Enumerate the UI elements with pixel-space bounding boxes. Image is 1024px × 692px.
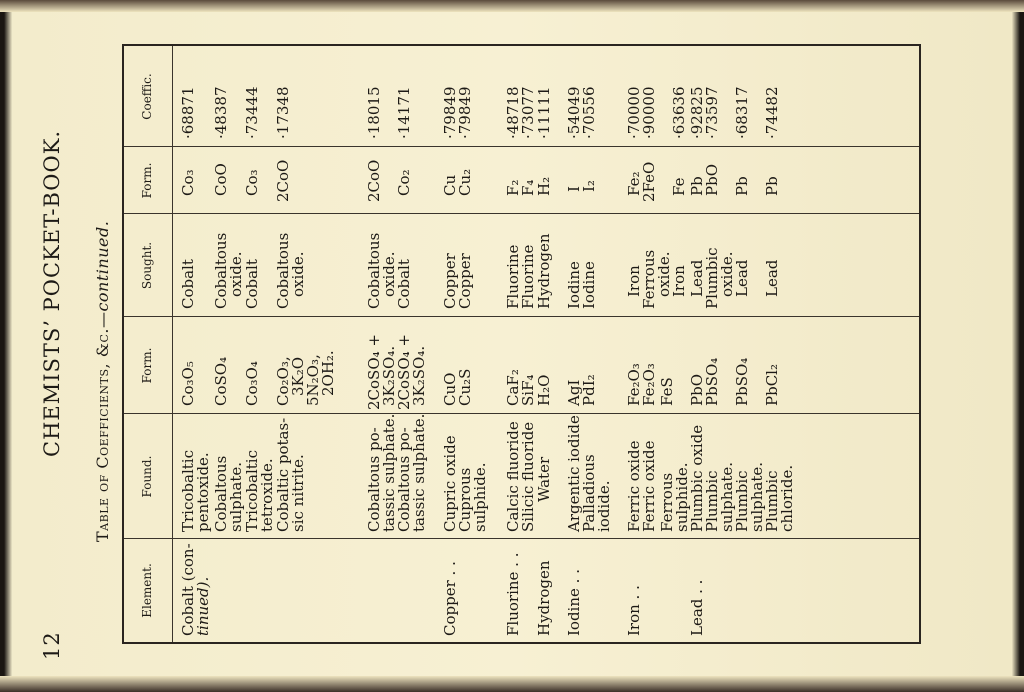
sought-form-cell: CoO bbox=[212, 163, 230, 196]
sought-form-cell: 2CoO bbox=[274, 159, 292, 202]
found-form-cell: CuO bbox=[441, 372, 459, 406]
col-header-found: Found. bbox=[140, 455, 154, 498]
element-label: Iodine . . bbox=[565, 569, 583, 636]
sought-form-cell: Co₃ bbox=[243, 169, 261, 196]
sought-form-cell: Pb bbox=[733, 176, 751, 196]
sought-cell: Copper bbox=[456, 253, 474, 309]
sought-cell: Iron bbox=[670, 265, 688, 297]
sought-cell: Lead bbox=[733, 259, 751, 297]
found-form-cell: PbCl₂ bbox=[763, 364, 781, 406]
coefficient-cell: ·92825 bbox=[688, 86, 706, 139]
found-cell: Cobaltous bbox=[212, 455, 230, 532]
coefficient-cell: ·74482 bbox=[763, 86, 781, 139]
found-cell: Ferric oxide bbox=[640, 440, 658, 532]
sought-form-cell: 2CoO bbox=[365, 159, 383, 202]
coefficient-cell: ·17348 bbox=[274, 86, 292, 139]
found-cell: Palladious bbox=[580, 454, 598, 532]
found-cell: Silicic fluoride bbox=[519, 421, 537, 532]
coefficient-cell: ·68317 bbox=[733, 86, 751, 139]
found-cell: iodide. bbox=[595, 480, 613, 532]
page-number: 12 bbox=[40, 631, 64, 660]
found-cell: chloride. bbox=[778, 464, 796, 532]
found-form-cell: 2OH₂. bbox=[319, 350, 337, 396]
found-cell: sulphate. bbox=[227, 461, 245, 532]
sought-form-cell: 2FeO bbox=[640, 161, 658, 202]
found-cell: sulphate. bbox=[748, 461, 766, 532]
sought-cell: oxide. bbox=[289, 251, 307, 297]
sought-form-cell: I₂ bbox=[580, 180, 598, 192]
found-cell: tassic sulphate. bbox=[380, 413, 398, 532]
sought-form-cell: PbO bbox=[703, 164, 721, 196]
found-form-cell: Fe₂O₃ bbox=[625, 363, 643, 406]
col-header-sought-form: Form. bbox=[140, 162, 154, 199]
found-cell: Tricobaltic bbox=[179, 450, 197, 532]
coefficient-cell: ·79849 bbox=[441, 86, 459, 139]
found-form-cell: AgI bbox=[565, 379, 583, 406]
table-caption bbox=[93, 62, 112, 542]
found-cell: Cupric oxide bbox=[441, 435, 459, 532]
sought-cell: Lead bbox=[688, 259, 706, 297]
coefficient-cell: ·90000 bbox=[640, 86, 658, 139]
found-cell: Water bbox=[535, 456, 553, 502]
found-form-cell: 5N₂O₃, bbox=[304, 354, 322, 406]
column-divider bbox=[124, 316, 919, 317]
found-cell: Calcic fluoride bbox=[504, 421, 522, 532]
found-form-cell: Co₂O₃, bbox=[274, 356, 292, 406]
sought-cell: Fluorine bbox=[504, 244, 522, 309]
found-form-cell: SiF₄ bbox=[519, 374, 537, 406]
sought-cell: oxide. bbox=[655, 251, 673, 297]
found-cell: Tricobaltic bbox=[243, 450, 261, 532]
found-cell: Plumbic bbox=[763, 470, 781, 532]
coefficient-cell: ·63636 bbox=[670, 86, 688, 139]
element-label: Lead . . bbox=[688, 579, 706, 636]
header-rule bbox=[172, 46, 173, 642]
element-label: Iron . . bbox=[625, 585, 643, 636]
sought-cell: Fluorine bbox=[519, 244, 537, 309]
sought-form-cell: I bbox=[565, 186, 583, 192]
found-cell: sulphide. bbox=[673, 462, 691, 532]
coefficient-cell: ·11111 bbox=[535, 86, 553, 139]
column-divider bbox=[124, 413, 919, 414]
coefficient-cell: ·73077 bbox=[519, 86, 537, 139]
sought-cell: Iodine bbox=[565, 261, 583, 309]
found-form-cell: H₂O bbox=[535, 374, 553, 406]
found-form-cell: CaF₂ bbox=[504, 369, 522, 406]
coefficient-cell: ·73444 bbox=[243, 86, 261, 139]
found-cell: Cobaltic potas- bbox=[274, 417, 292, 532]
sought-cell: Cobalt bbox=[179, 259, 197, 309]
column-divider bbox=[124, 213, 919, 214]
col-header-sought: Sought. bbox=[140, 241, 154, 290]
sought-cell: Lead bbox=[763, 259, 781, 297]
element-label: Hydrogen bbox=[535, 560, 553, 636]
found-form-cell: 2CoSO₄ + bbox=[395, 334, 413, 410]
found-cell: Cobaltous po- bbox=[395, 427, 413, 532]
sought-cell: Iodine bbox=[580, 261, 598, 309]
found-cell: Ferric oxide bbox=[625, 440, 643, 532]
coefficient-cell: ·48718 bbox=[504, 86, 522, 139]
caption-continued: continued. bbox=[93, 220, 112, 312]
coefficient-cell: ·54049 bbox=[565, 86, 583, 139]
element-label: Copper . . bbox=[441, 561, 459, 636]
found-form-cell: 3K₂SO₄. bbox=[410, 345, 428, 406]
found-cell: sulphate. bbox=[718, 461, 736, 532]
found-form-cell: PbSO₄ bbox=[733, 357, 751, 406]
element-label: tinued). bbox=[194, 576, 212, 636]
sought-form-cell: Pb bbox=[763, 176, 781, 196]
found-form-cell: PbO bbox=[688, 374, 706, 406]
found-form-cell: CoSO₄ bbox=[212, 356, 230, 406]
found-form-cell: PdI₂ bbox=[580, 374, 598, 406]
sought-form-cell: F₂ bbox=[504, 179, 522, 196]
sought-form-cell: Co₂ bbox=[395, 169, 413, 196]
sought-form-cell: Pb bbox=[688, 176, 706, 196]
coefficients-table bbox=[122, 44, 921, 644]
caption-main: Table of Coefficients, &c.— bbox=[93, 311, 112, 542]
found-cell: Argentic iodide bbox=[565, 415, 583, 532]
sought-form-cell: H₂ bbox=[535, 176, 553, 196]
running-header bbox=[40, 22, 70, 662]
sought-cell: oxide. bbox=[718, 251, 736, 297]
sought-cell: Plumbic bbox=[703, 247, 721, 309]
sought-cell: Cobalt bbox=[395, 259, 413, 309]
sought-form-cell: Cu₂ bbox=[456, 168, 474, 196]
found-cell: tetroxide. bbox=[258, 458, 276, 532]
found-form-cell: PbSO₄ bbox=[703, 357, 721, 406]
found-form-cell: FeS bbox=[658, 377, 676, 406]
found-form-cell: Cu₂S bbox=[456, 368, 474, 406]
coefficient-cell: ·68871 bbox=[179, 86, 197, 139]
found-form-cell: Co₃O₅ bbox=[179, 361, 197, 406]
found-cell: Cuprous bbox=[456, 467, 474, 532]
found-cell: Plumbic bbox=[733, 470, 751, 532]
found-cell: Plumbic bbox=[703, 470, 721, 532]
found-cell: Plumbic oxide bbox=[688, 424, 706, 532]
coefficient-cell: ·48387 bbox=[212, 86, 230, 139]
found-cell: Ferrous bbox=[658, 472, 676, 532]
sought-cell: Cobalt bbox=[243, 259, 261, 309]
coefficient-cell: ·14171 bbox=[395, 86, 413, 139]
coefficient-cell: ·70000 bbox=[625, 86, 643, 139]
found-form-cell: Fe₂O₃ bbox=[640, 363, 658, 406]
found-cell: sic nitrite. bbox=[289, 454, 307, 532]
sought-cell: Hydrogen bbox=[535, 233, 553, 309]
column-divider bbox=[124, 146, 919, 147]
sought-form-cell: Fe₂ bbox=[625, 171, 643, 196]
sought-form-cell: Co₃ bbox=[179, 169, 197, 196]
found-form-cell: 2CoSO₄ + bbox=[365, 334, 383, 410]
coefficient-cell: ·70556 bbox=[580, 86, 598, 139]
found-form-cell: 3K₂SO₄. bbox=[380, 345, 398, 406]
coefficient-cell: ·73597 bbox=[703, 86, 721, 139]
sought-cell: Iron bbox=[625, 265, 643, 297]
coefficient-cell: ·18015 bbox=[365, 86, 383, 139]
book-title: CHEMISTS’ POCKET-BOOK. bbox=[40, 129, 64, 457]
column-divider bbox=[124, 538, 919, 539]
col-header-element: Element. bbox=[140, 563, 154, 618]
found-cell: tassic sulphate. bbox=[410, 413, 428, 532]
found-form-cell: Co₃O₄ bbox=[243, 361, 261, 406]
sought-cell: Cobaltous bbox=[365, 232, 383, 309]
found-cell: Cobaltous po- bbox=[365, 427, 383, 532]
found-form-cell: 3K₂O bbox=[289, 356, 307, 396]
sought-cell: Cobaltous bbox=[274, 232, 292, 309]
sought-cell: oxide. bbox=[227, 251, 245, 297]
sought-cell: Cobaltous bbox=[212, 232, 230, 309]
element-label: Fluorine . . bbox=[504, 552, 522, 636]
element-label: Cobalt (con- bbox=[179, 543, 197, 636]
sought-cell: Ferrous bbox=[640, 249, 658, 309]
sought-form-cell: Fe bbox=[670, 177, 688, 196]
coefficient-cell: ·79849 bbox=[456, 86, 474, 139]
sought-form-cell: Cu bbox=[441, 174, 459, 196]
sought-cell: Copper bbox=[441, 253, 459, 309]
found-cell: sulphide. bbox=[471, 462, 489, 532]
sought-form-cell: F₄ bbox=[519, 179, 537, 196]
col-header-found-form: Form. bbox=[140, 347, 154, 384]
found-cell: pentoxide. bbox=[194, 452, 212, 532]
col-header-coefficient: Coeffic. bbox=[140, 73, 154, 120]
sought-cell: oxide. bbox=[380, 251, 398, 297]
